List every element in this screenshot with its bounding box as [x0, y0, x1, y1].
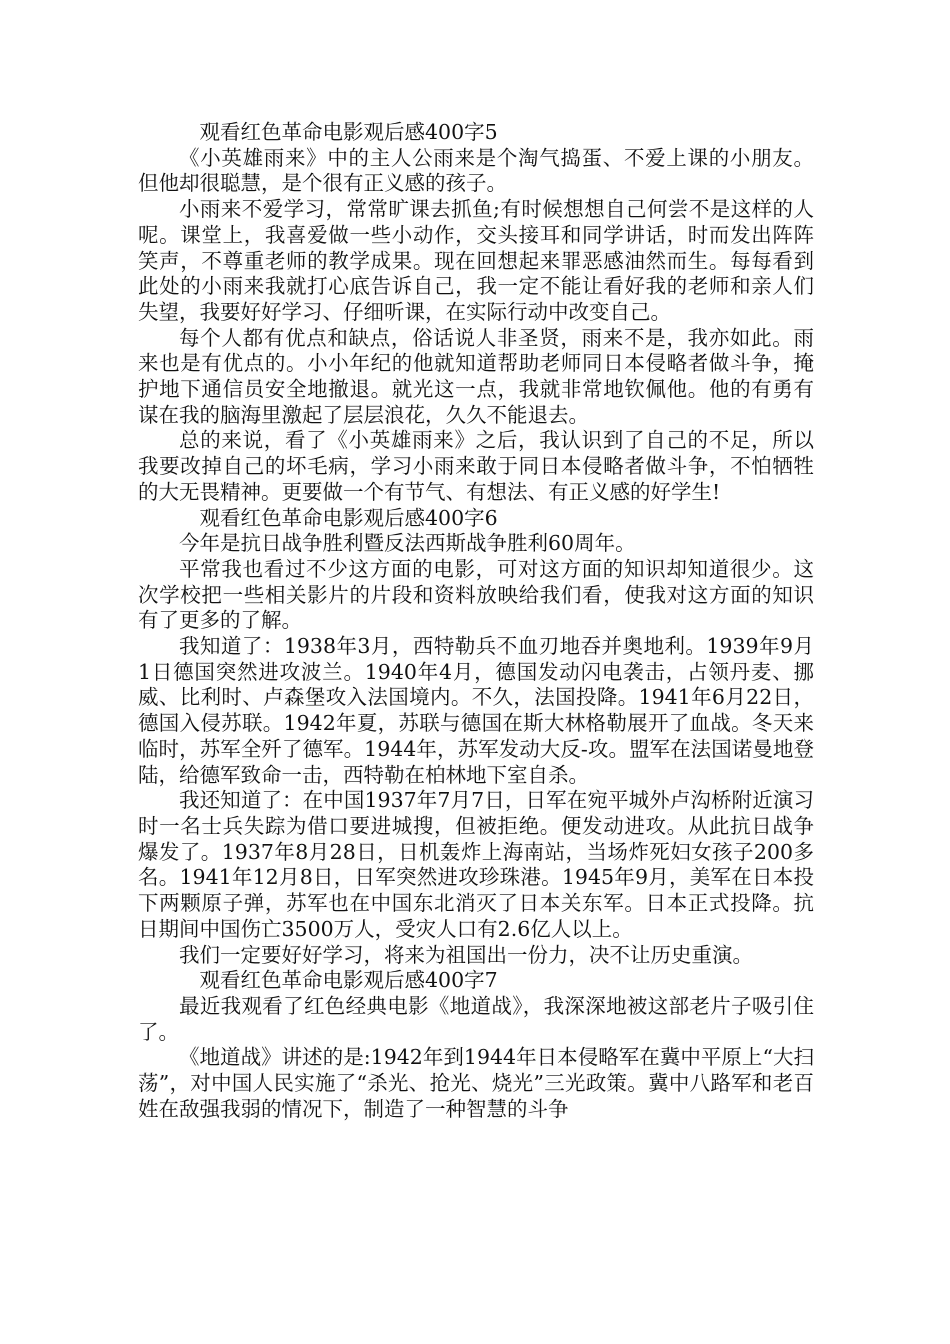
paragraph: 我还知道了：在中国1937年7月7日，日军在宛平城外卢沟桥附近演习时一名士兵失踪为借口要进城搜，但被拒绝。便发动进攻。从此抗日战争爆发了。1937年8月28日，日机轰炸上海南站，当场炸死妇女孩子200多名。1941年12月8日，日军突然进攻珍珠港。1945年9月，美军在日本投下两颗原子弹，苏军也在中国东北消灭了日本关东军。日本正式投降。抗日期间中国伤亡3500万人，受灾人口有2.6亿人以上。 — [138, 788, 814, 941]
document-body — [138, 120, 814, 1122]
paragraph: 最近我观看了红色经典电影《地道战》，我深深地被这部老片子吸引住了。 — [138, 993, 814, 1044]
paragraph: 《地道战》讲述的是:1942年到1944年日本侵略军在冀中平原上“大扫荡”，对中国人民实施了“杀光、抢光、烧光”三光政策。冀中八路军和老百姓在敌强我弱的情况下，制造了一种智慧的斗争 — [138, 1045, 814, 1121]
paragraph: 平常我也看过不少这方面的电影，可对这方面的知识却知道很少。这次学校把一些相关影片的片段和资料放映给我们看，使我对这方面的知识有了更多的了解。 — [138, 556, 814, 633]
section-heading-7: 观看红色革命电影观后感400字7 — [199, 968, 498, 993]
section-heading-6: 观看红色革命电影观后感400字6 — [199, 505, 498, 530]
paragraph: 总的来说，看了《小英雄雨来》之后，我认识到了自己的不足，所以我要改掉自己的坏毛病，学习小雨来敢于同日本侵略者做斗争，不怕牺牲的大无畏精神。更要做一个有节气、有想法、有正义感的好学生! — [138, 428, 814, 504]
paragraph: 小雨来不爱学习，常常旷课去抓鱼;有时候想想自己何尝不是这样的人呢。课堂上，我喜爱做一些小动作，交头接耳和同学讲话，时而发出阵阵笑声，不尊重老师的教学成果。现在回想起来罪恶感油然而生。每每看到此处的小雨来我就打心底告诉自己，我一定不能让看好我的老师和亲人们失望，我要好好学习、仔细听课，在实际行动中改变自己。 — [138, 197, 814, 324]
paragraph: 每个人都有优点和缺点，俗话说人非圣贤，雨来不是，我亦如此。雨来也是有优点的。小小年纪的他就知道帮助老师同日本侵略者做斗争，掩护地下通信员安全地撤退。就光这一点，我就非常地钦佩他。他的有勇有谋在我的脑海里激起了层层浪花，久久不能退去。 — [138, 325, 814, 427]
paragraph: 我们一定要好好学习，将来为祖国出一份力，决不让历史重演。 — [179, 942, 753, 967]
paragraph: 《小英雄雨来》中的主人公雨来是个淘气捣蛋、不爱上课的小朋友。但他却很聪慧，是个很有正义感的孩子。 — [138, 145, 814, 196]
paragraph: 我知道了：1938年3月，西特勒兵不血刃地吞并奥地利。1939年9月1日德国突然进攻波兰。1940年4月，德国发动闪电袭击，占领丹麦、挪威、比利时、卢森堡攻入法国境内。不久，法国投降。1941年6月22日，德国入侵苏联。1942年夏，苏联与德国在斯大林格勒展开了血战。冬天来临时，苏军全歼了德军。1944年，苏军发动大反-攻。盟军在法国诺曼地登陆，给德军致命一击，西特勒在柏林地下室自杀。 — [138, 634, 814, 787]
section-heading-5: 观看红色革命电影观后感400字5 — [199, 120, 498, 144]
paragraph: 今年是抗日战争胜利暨反法西斯战争胜利60周年。 — [179, 531, 636, 556]
